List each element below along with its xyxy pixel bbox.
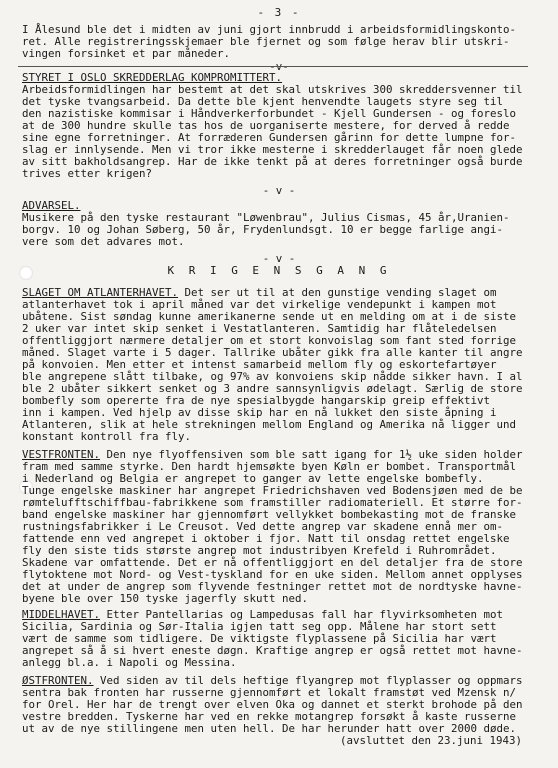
article-line: fattende enn ved angrepet i oktober i fjor. Natt til onsdag rettet engelske bbox=[22, 532, 510, 545]
article-heading: VESTFRONTEN. bbox=[22, 448, 101, 461]
article-line: flytoktene mot Nord- og Vest-tyskland for en uke siden. Mellom annet opplyses bbox=[22, 568, 523, 581]
article-text: Det ser ut til at den gunstige vending slaget om bbox=[178, 286, 497, 299]
article-line: Atlanteren, slik at hele strekningen mellom England og Amerika nå ligger und bbox=[22, 418, 517, 431]
article-heading: ADVARSEL. bbox=[22, 199, 81, 212]
article-line: byene ble over 150 tyske jagerfly skutt ned. bbox=[22, 592, 309, 605]
punch-hole bbox=[19, 266, 33, 280]
article-line: ble angrepene slått tilbake, og 97% av konvoiens skip nådde sikker havn. I al bbox=[22, 370, 523, 383]
separator: -v- bbox=[269, 60, 289, 73]
article-line: rømtelufftschiffbau-fabrikkene som framstiller radiomateriell. Et større for- bbox=[22, 496, 523, 509]
article-line: atlanterhavet tok i april måned var det virkelige vendepunkt i kampen mot bbox=[22, 298, 497, 311]
article-line: på konvoien. Men etter et intenst samarbeid mellom fly og eskortefartøyer bbox=[22, 358, 497, 371]
intro-line: I Ålesund ble det i midten av juni gjort innbrudd i arbeidsformidlingskonto- bbox=[22, 23, 517, 36]
article-line: vært de samme som tidligere. De viktigste flyplassene på Sicilia har vært bbox=[22, 632, 497, 645]
section-title: K R I G E N S G A N G bbox=[167, 264, 391, 277]
article-heading: SLAGET OM ATLANTERHAVET. bbox=[22, 286, 179, 299]
article-line: sine egne forretninger. At forræderen Gundersen gårinn for dette lumpne for- bbox=[22, 131, 517, 144]
article-line: det at under de angrep som flyvende festninger rettet mot de nordtyske havne- bbox=[22, 580, 523, 593]
closing-date: (avsluttet den 23.juni 1943) bbox=[340, 734, 523, 747]
separator: - v - bbox=[262, 252, 296, 265]
divider-rule bbox=[18, 66, 528, 67]
article-line: ubåtene. Sist søndag kunne amerikanerne sende ut en melding om at i de siste bbox=[22, 310, 517, 323]
intro-line: ret. Alle registreringsskjemaer ble fjernet og som følge herav blir utskri- bbox=[22, 35, 510, 48]
article-line: 2 uker var intet skip senket i Vestatlanteren. Samtidig har flåteledelsen bbox=[22, 322, 497, 335]
article-heading: ØSTFRONTEN. bbox=[22, 674, 94, 687]
article-line: vere som det advares mot. bbox=[22, 235, 185, 248]
intro-line: vingen forsinket et par måneder. bbox=[22, 47, 231, 60]
article-line: ble 2 ubåter sikkert senket og 3 andre sannsynligvis ødelagt. Særlig de store bbox=[22, 382, 523, 395]
article-line: Musikere på den tyske restaurant "Løwenbrau", Julius Cismas, 45 år,Uranien- bbox=[22, 211, 510, 224]
article-text: Etter Pantellarias og Lampedusas fall har flyvirksomheten mot bbox=[100, 608, 504, 621]
article-line: anlegg bl.a. i Napoli og Messina. bbox=[22, 656, 237, 669]
article-line: sentra bak fronten har russerne gjennomført et lokalt framstøt ved Mzensk n/ bbox=[22, 686, 517, 699]
article-line: konstant kontroll fra fly. bbox=[22, 430, 192, 443]
article-line: Sicilia, Sardinia og Sør-Italia igjen tatt seg opp. Målene har stort sett bbox=[22, 620, 497, 633]
article-line: ut av de nye stillingene men uten hell. De har herunder hatt over 2000 døde. bbox=[22, 722, 517, 735]
article-heading: MIDDELHAVET. bbox=[22, 608, 101, 621]
separator: - v - bbox=[262, 184, 296, 197]
article-line: slag er innlysende. Men vi tror ikke mesterne i skredderlauget får noen glede bbox=[22, 143, 523, 156]
article-heading: STYRET I OSLO SKREDDERLAG KOMPROMITTERT. bbox=[22, 71, 283, 84]
article-line: Skadene var omfattende. Det er nå offentliggjort en del detaljer fra de store bbox=[22, 556, 523, 569]
article-line: måned. Slaget varte i 5 dager. Tallrike ubåter gikk fra alle kanter til angre bbox=[22, 346, 523, 359]
article-line: trives etter krigen? bbox=[22, 167, 153, 180]
article-line: band engelske maskiner har gjennomført vellykket bombekasting mot de franske bbox=[22, 508, 517, 521]
article-line: vestre bredden. Tyskerne har ved en rekke motangrep forsøkt å kaste russerne bbox=[22, 710, 517, 723]
article-text: Den nye flyoffensiven som ble satt igang for 1½ uke siden holder bbox=[100, 448, 523, 461]
article-line: bombefly som opererte fra de nye spesialbygde hangarskip greip effektivt bbox=[22, 394, 491, 407]
article-line: angrepet så å si hvert eneste døgn. Kraftige angrep er også rettet mot havne- bbox=[22, 644, 523, 657]
article-line: fly den siste tids største angrep mot industribyen Krefeld i Ruhrområdet. bbox=[22, 544, 497, 557]
article-line: inn i kampen. Ved hjelp av disse skip har en nå lukket den siste åpning i bbox=[22, 406, 497, 419]
article-line: at de 300 hundre skulle tas hos de uorganiserte mestere, for derved å redde bbox=[22, 119, 510, 132]
article-line: Arbeidsformidlingen har bestemt at det skal utskrives 300 skreddersvenner til bbox=[22, 83, 523, 96]
article-line: det tyske tvangsarbeid. Da dette ble kjent henvendte laugets styre seg til bbox=[22, 95, 504, 108]
article-line: for Orel. Her har de trengt over elven Oka og dannet et sterkt brohode på den bbox=[22, 698, 523, 711]
article-line: fram med samme styrke. Den hardt hjemsøkte byen Køln er bombet. Transportmål bbox=[22, 460, 517, 473]
article-line: Tunge engelske maskiner har angrepet Friedrichshaven ved Bodensjøen med de be bbox=[22, 484, 523, 497]
article-line: offentliggjort nærmere detaljer om et stort konvoislag som fant sted forrige bbox=[22, 334, 517, 347]
article-text: Ved siden av til dels heftige flyangrep mot flyplasser og oppmars bbox=[93, 674, 523, 687]
article-line: borgv. 10 og Johan Søberg, 50 år, Frydenlundsgt. 10 er begge farlige angi- bbox=[22, 223, 504, 236]
article-line: i Nederland og Belgia er angrepet to ganger av lette engelske bombefly. bbox=[22, 472, 484, 485]
article-line: rustningsfabrikker i Le Creusot. Ved dette angrep var skadene ennå mer om- bbox=[22, 520, 504, 533]
article-line: av sitt bakholdsangrep. Har de ikke tenkt på at deres forretninger også burde bbox=[22, 155, 523, 168]
article-line: den nazistiske kommisar i Håndverkerforbundet - Kjell Gundersen - og foreslo bbox=[22, 107, 517, 120]
page-number: - 3 - bbox=[257, 6, 301, 19]
